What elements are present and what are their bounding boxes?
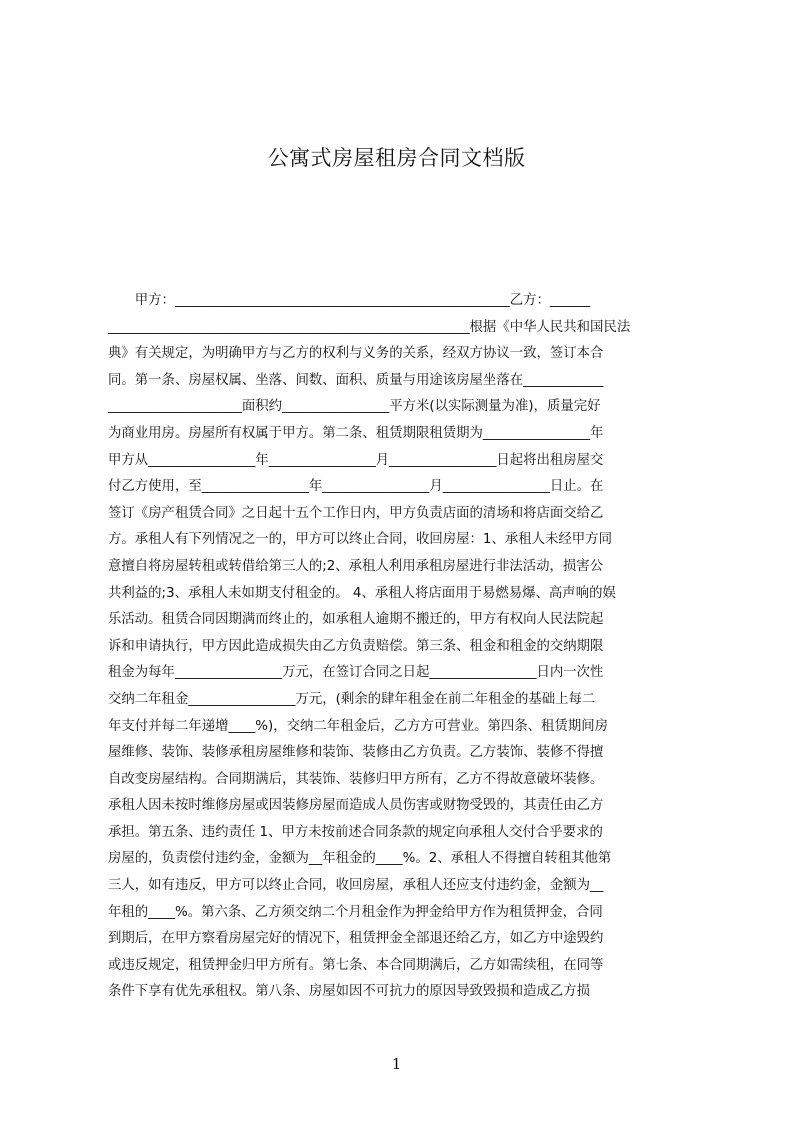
body-line: 乐活动。租赁合同因期满而终止的，如承租人逾期不搬迁的，甲方有权向人民法院起 — [108, 612, 604, 628]
body-line: 承租人因未按时维修房屋或因装修房屋而造成人员伤害或财物受毁的，其责任由乙方 — [108, 798, 604, 814]
document-title: 公寓式房屋租房合同文档版 — [267, 146, 526, 170]
body-line: 房屋的，负责偿付违约金，金额为__年租金的____%。2、承租人不得擅自转租其他第 — [108, 851, 612, 867]
body-line: 甲方：__________________________________________________乙方：______ — [108, 293, 591, 308]
body-line: 付乙方使用，至________________年________________月________________日止。在 — [108, 479, 604, 495]
body-line: 年支付并每二年递增____%)，交纳二年租金后，乙方方可营业。第四条、租赁期间房 — [108, 718, 609, 734]
body-line: 到期后，在甲方察看房屋完好的情况下，租赁押金全部退还给乙方，如乙方中途毁约 — [108, 931, 604, 947]
body-line: 年租的____%。第六条、乙方须交纳二个月租金作为押金给甲方作为租赁押金，合同 — [108, 904, 603, 920]
body-line: 同。第一条、房屋权属、坐落、间数、面积、质量与用途该房屋坐落在____________ — [108, 372, 604, 388]
body-line: 为商业用房。房屋所有权属于甲方。第二条、租赁期限租赁期为________________年 — [108, 425, 604, 441]
body-line: 三人，如有违反，甲方可以终止合同，收回房屋，承租人还应支付违约金，金额为__ — [108, 878, 604, 894]
body-line: 租金为每年________________万元，在签订合同之日起________________日内一次性 — [108, 665, 604, 681]
body-line: 签订《房产租赁合同》之日起十五个工作日内，甲方负责店面的清场和将店面交给乙 — [108, 505, 604, 521]
body-line: 屋维修、装饰、装修承租房屋维修和装饰、装修由乙方负责。乙方装饰、装修不得擅 — [108, 745, 604, 761]
contract-body — [108, 288, 698, 1006]
body-line: 条件下享有优先承租权。第八条、房屋如因不可抗力的原因导致毁损和造成乙方损 — [108, 984, 591, 1000]
page-number: 1 — [391, 1055, 402, 1073]
body-line: 方。承租人有下列情况之一的，甲方可以终止合同，收回房屋：1、承租人未经甲方同 — [108, 532, 612, 548]
body-line: 或违反规定，租赁押金归甲方所有。第七条、本合同期满后，乙方如需续租，在同等 — [108, 957, 604, 973]
body-line: 典》有关规定，为明确甲方与乙方的权利与义务的关系，经双方协议一致，签订本合 — [108, 346, 604, 362]
body-line: 自改变房屋结构。合同期满后，其装饰、装修归甲方所有，乙方不得故意破坏装修。 — [108, 771, 604, 787]
body-line: 共利益的;3、承租人未如期支付租金的。 4、承租人将店面用于易燃易爆、高声响的娱 — [108, 585, 616, 601]
body-line: ______________________________________________________根据《中华人民共和国民法 — [108, 319, 631, 335]
body-line: ____________________面积约________________平方米(以实际测量为准)，质量完好 — [108, 399, 601, 415]
body-line: 承担。第五条、违约责任 1、甲方未按前述合同条款的规定向承租人交付合乎要求的 — [108, 824, 603, 840]
body-line: 意擅自将房屋转租或转借给第三人的;2、承租人利用承租房屋进行非法活动，损害公 — [108, 558, 604, 574]
body-line: 诉和申请执行，甲方因此造成损失由乙方负责赔偿。第三条、租金和租金的交纳期限 — [108, 638, 604, 654]
body-line: 交纳二年租金________________万元，(剩余的肆年租金在前二年租金的基础上每二 — [108, 691, 596, 707]
body-line: 甲方从________________年________________月________________日起将出租房屋交 — [108, 452, 604, 468]
